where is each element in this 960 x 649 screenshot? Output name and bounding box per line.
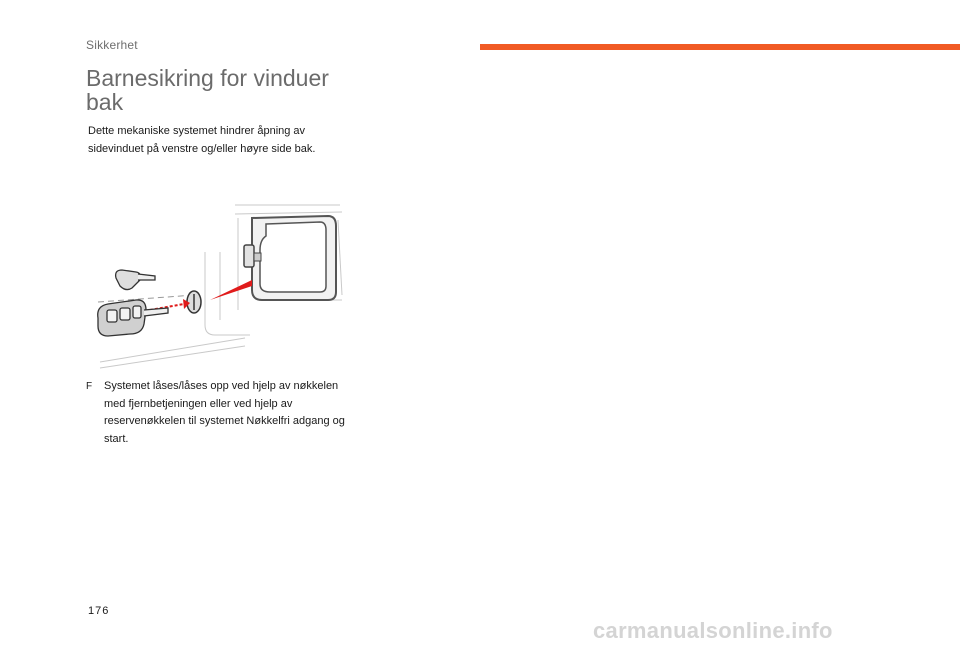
intro-paragraph: Dette mekaniske systemet hindrer åpning av sidevinduet på venstre og/eller høyre side bak. [88, 125, 316, 155]
watermark: carmanualsonline.info [593, 618, 833, 643]
section-label: Sikkerhet [86, 38, 138, 52]
window-glass [260, 222, 326, 292]
key-lock-window-illustration [80, 200, 350, 370]
bullet-item [86, 378, 356, 448]
window-latch [244, 245, 254, 267]
accent-bar [480, 44, 960, 50]
page-title: Barnesikring for vinduer bak [86, 65, 329, 115]
bullet-text: Systemet låses/låses opp ved hjelp av nøkkelen med fjernbetjeningen eller ved hjelp av reservenøkkelen til systemet Nøkkelfri adgang og start. [104, 380, 345, 445]
red-pointer [210, 280, 252, 300]
bullet-marker: F [86, 381, 93, 392]
remote-key [98, 300, 168, 336]
page-number: 176 [88, 605, 110, 617]
spare-key [116, 270, 155, 290]
